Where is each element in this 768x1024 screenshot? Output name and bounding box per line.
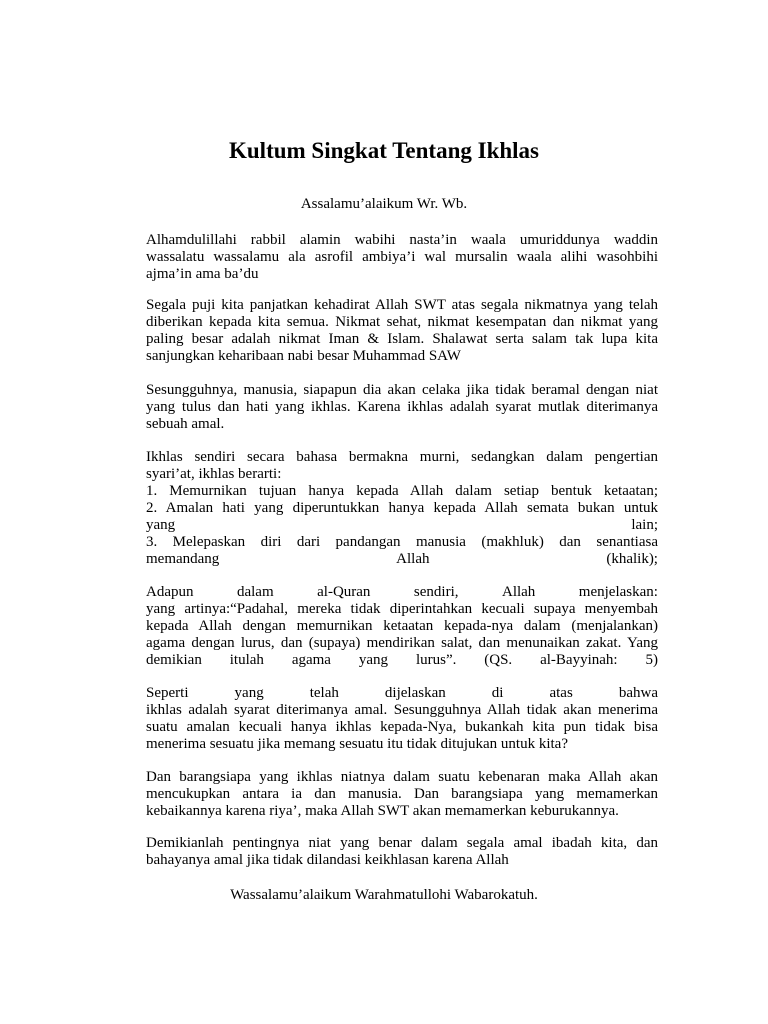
text-word: demikian [146, 652, 202, 668]
text-line: wassalatu wassalamu ala asrofil ambiya’i wal mursalin waala alihi wasohbihi [146, 249, 658, 265]
text-line: sebuah amal. [146, 416, 225, 432]
text-word: di [491, 685, 504, 701]
text-word: yang [146, 517, 176, 533]
text-word: yang [358, 652, 389, 668]
text-word: atas [549, 685, 573, 701]
text-word: bahwa [618, 685, 658, 701]
text-word: 5) [645, 652, 658, 668]
text-word: Adapun [146, 584, 194, 600]
list-item: 2. Amalan hati yang diperuntukkan hanya kepada Allah semata bukan untuk [146, 500, 658, 516]
text-line: diberikan kepada kita semua. Nikmat sehat, nikmat kesempatan dan nikmat yang [146, 314, 658, 330]
paragraph-conclusion [146, 835, 658, 869]
text-line: Alhamdulillahi rabbil alamin wabihi nasta’in waala umuriddunya waddin [146, 232, 658, 248]
text-line: suatu amalan kecuali hanya ikhlas kepada-Nya, bukankah kita pun tidak bisa [146, 719, 658, 735]
text-line: syari’at, ikhlas berarti: [146, 466, 282, 482]
text-word: lurus”. [415, 652, 457, 668]
paragraph-opening-prayer [146, 232, 658, 283]
closing-salutation: Wassalamu’alaikum Warahmatullohi Wabarokatuh. [230, 887, 538, 903]
text-line [146, 652, 658, 669]
text-word: agama [291, 652, 331, 668]
text-line: Segala puji kita panjatkan kehadirat Allah SWT atas segala nikmatnya yang telah [146, 297, 658, 313]
text-word: (khalik); [606, 551, 658, 567]
paragraph-riya-warning [146, 769, 658, 820]
list-item-continuation [146, 517, 658, 534]
text-word: sendiri, [413, 584, 459, 600]
text-line: menerima sesuatu jika memang sesuatu itu tidak ditujukan untuk kita? [146, 736, 568, 752]
text-line: yang tulus dan hati yang ikhlas. Karena ikhlas adalah syarat mutlak diterimanya [146, 399, 658, 415]
paragraph-quran-quote [146, 584, 658, 669]
greeting: Assalamu’alaikum Wr. Wb. [300, 196, 468, 212]
text-line: yang artinya:“Padahal, mereka tidak diperintahkan kecuali supaya menyembah [146, 601, 658, 617]
text-line: sanjungkan keharibaan nabi besar Muhammad SAW [146, 348, 461, 364]
text-line: paling besar adalah nikmat Iman & Islam. Shalawat serta salam tak lupa kita [146, 331, 658, 347]
text-word: (QS. [484, 652, 513, 668]
text-word: memandang [146, 551, 220, 567]
text-word: Allah [501, 584, 536, 600]
text-line: bahayanya amal jika tidak dilandasi keikhlasan karena Allah [146, 852, 509, 868]
text-line: Sesungguhnya, manusia, siapapun dia akan celaka jika tidak beramal dengan niat [146, 382, 658, 398]
list-item: 1. Memurnikan tujuan hanya kepada Allah dalam setiap bentuk ketaatan; [146, 483, 658, 499]
text-word: itulah [229, 652, 264, 668]
document-title: Kultum Singkat Tentang Ikhlas [229, 138, 539, 163]
list-item: 3. Melepaskan diri dari pandangan manusia (makhluk) dan senantiasa [146, 534, 658, 550]
text-word: Allah [396, 551, 430, 567]
text-line: Ikhlas sendiri secara bahasa bermakna murni, sedangkan dalam pengertian [146, 449, 658, 465]
paragraph-sincerity-intro [146, 382, 658, 433]
text-word: dijelaskan [384, 685, 446, 701]
text-line [146, 584, 658, 601]
text-line: mencukupkan antara ia dan manusia. Dan barangsiapa yang memamerkan [146, 786, 658, 802]
text-word: Seperti [146, 685, 189, 701]
text-line: ajma’in ama ba’du [146, 266, 259, 282]
list-item-continuation [146, 551, 658, 568]
text-line: Demikianlah pentingnya niat yang benar dalam segala amal ibadah kita, dan [146, 835, 658, 851]
text-line: kepada Allah dengan memurnikan ketaatan kepada-nya dalam (menjalankan) [146, 618, 658, 634]
text-line [146, 685, 658, 702]
text-line: kebaikannya karena riya’, maka Allah SWT akan memamerkan keburukannya. [146, 803, 619, 819]
text-line: Dan barangsiapa yang ikhlas niatnya dalam suatu kebenaran maka Allah akan [146, 769, 658, 785]
paragraph-praise [146, 297, 658, 365]
text-word: dalam [236, 584, 274, 600]
text-line: agama dengan lurus, dan (supaya) mendirikan salat, dan menunaikan zakat. Yang [146, 635, 658, 651]
paragraph-condition-of-deeds [146, 685, 658, 753]
text-word: al-Quran [317, 584, 371, 600]
text-word: al-Bayyinah: [540, 652, 618, 668]
text-word: lain; [631, 517, 658, 533]
text-line: ikhlas adalah syarat diterimanya amal. Sesungguhnya Allah tidak akan menerima [146, 702, 658, 718]
text-word: yang [234, 685, 264, 701]
text-word: telah [309, 685, 339, 701]
text-word: menjelaskan: [578, 584, 658, 600]
paragraph-ikhlas-definition [146, 449, 658, 568]
